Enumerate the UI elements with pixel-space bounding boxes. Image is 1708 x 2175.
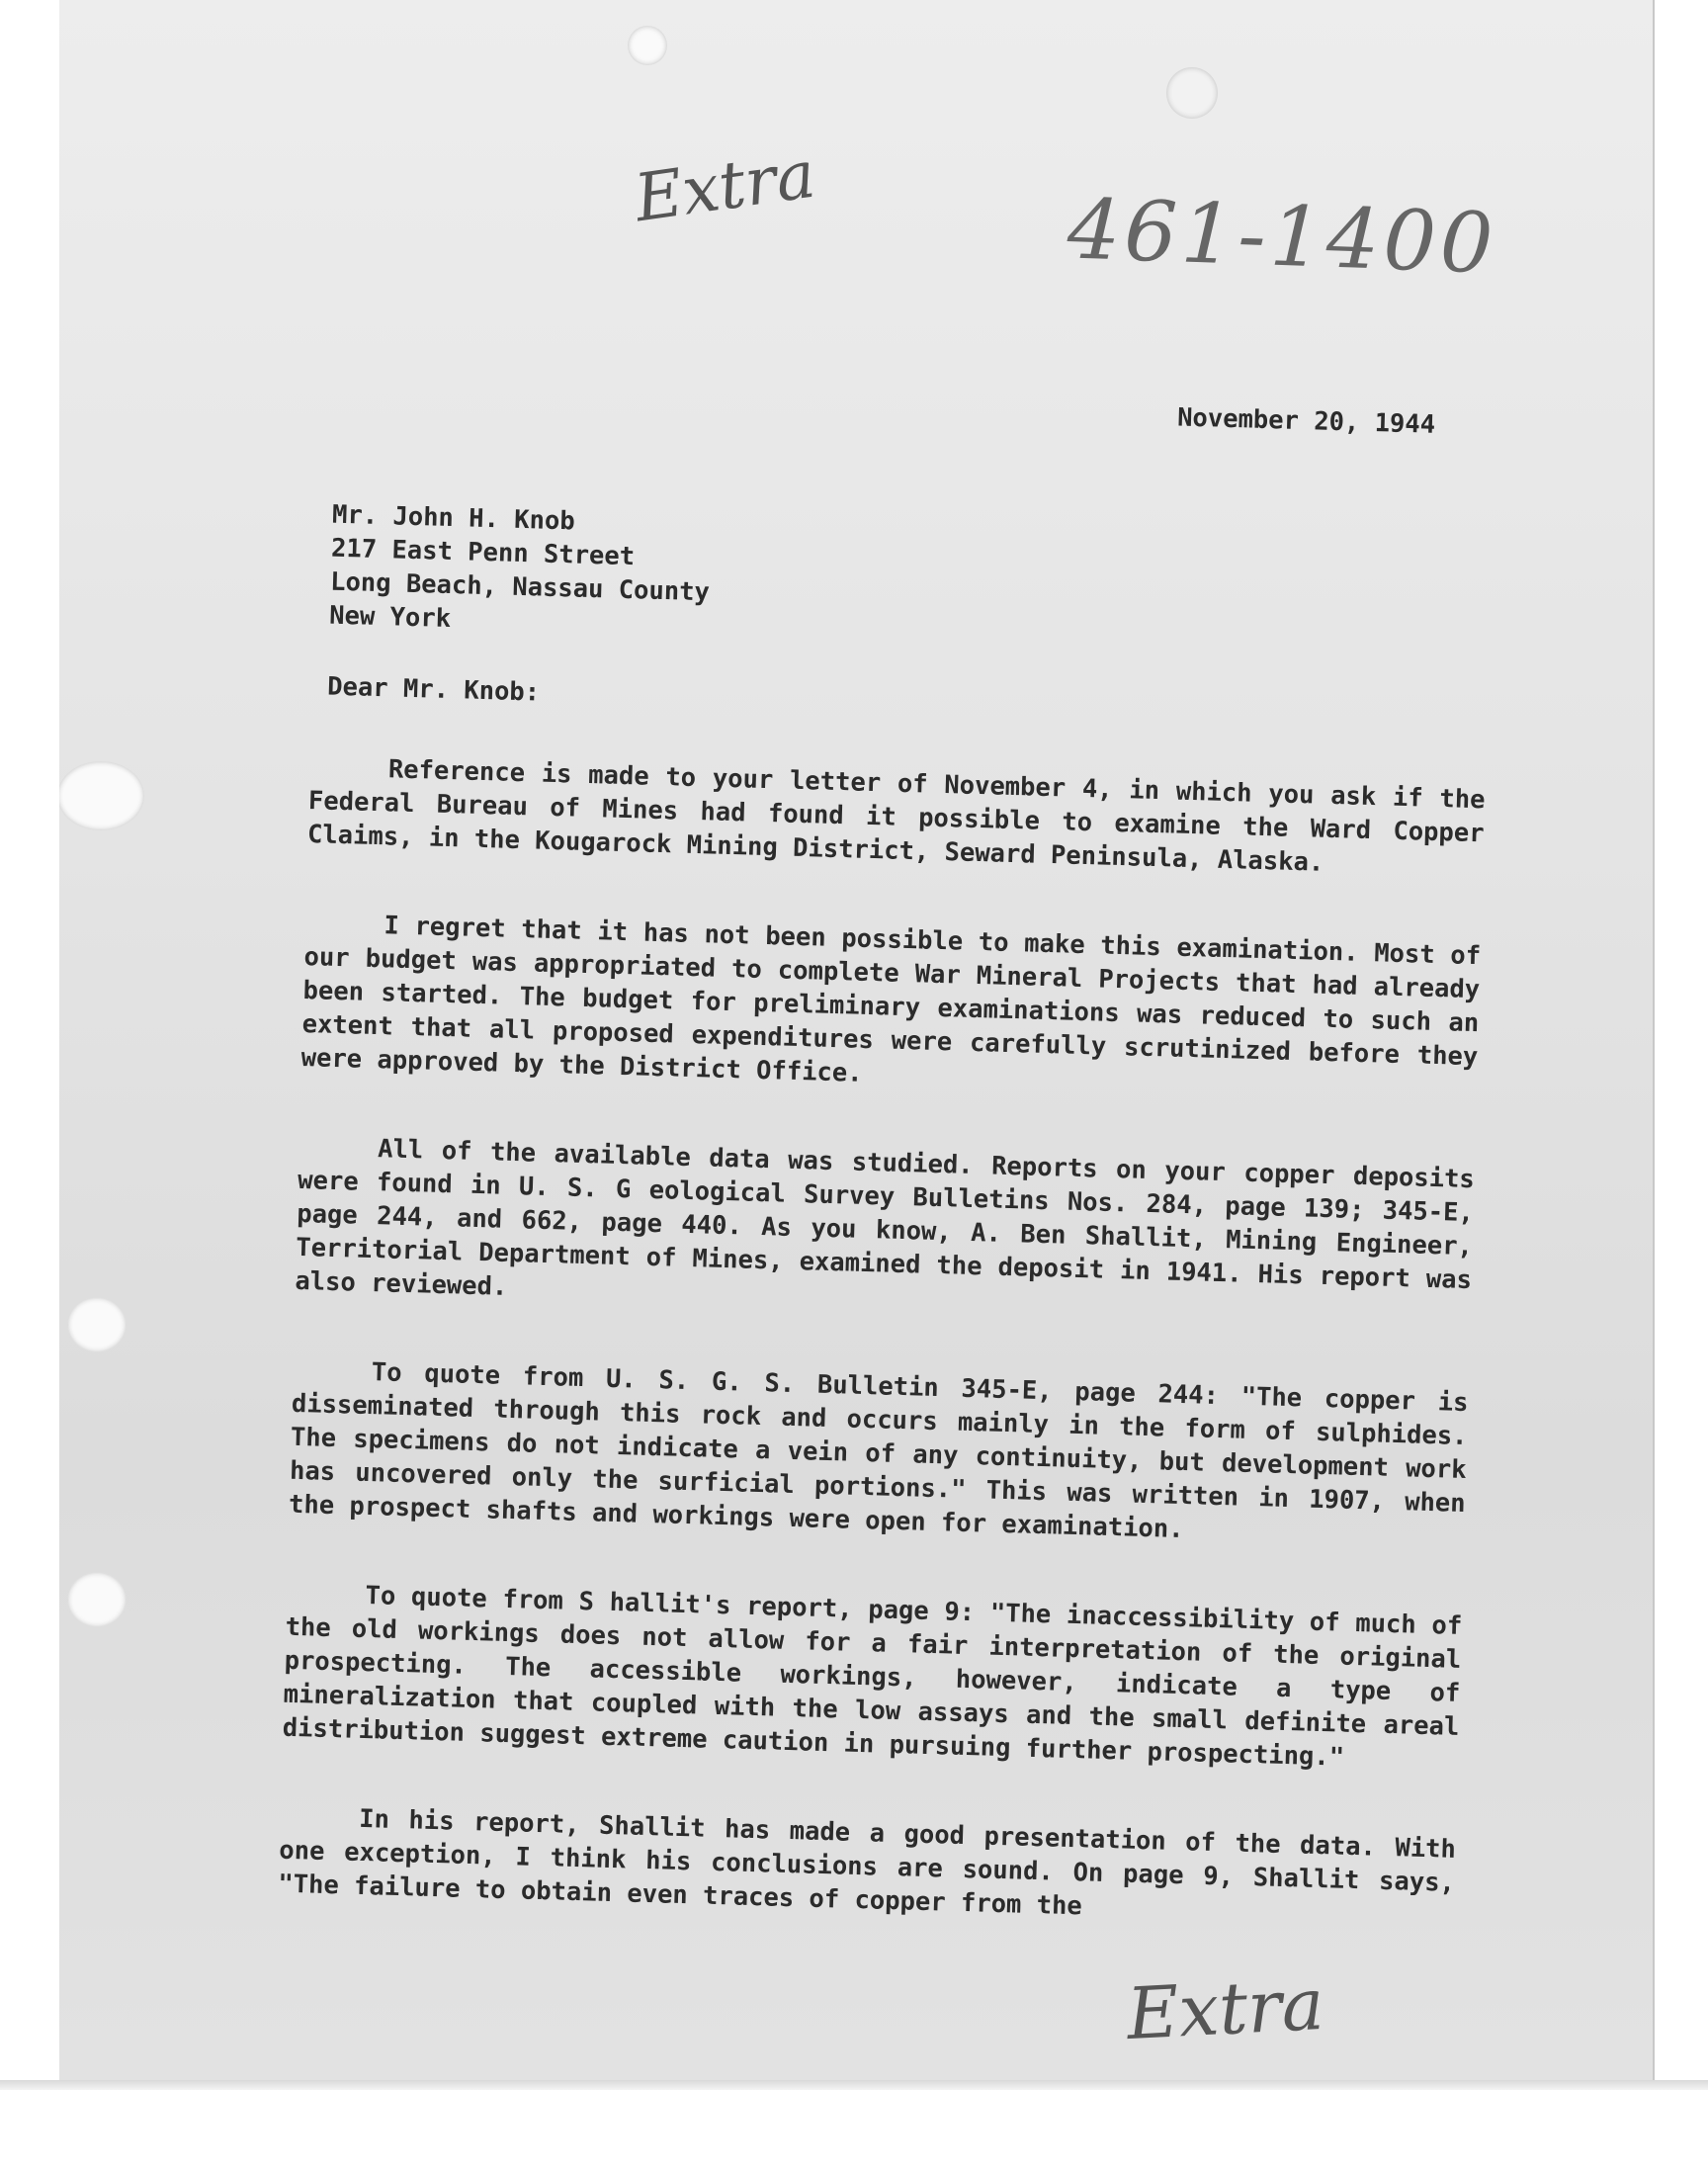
paragraph: I regret that it has not been possible to make this examination. Most of our budget was appropriated to complete War Mineral Projects that had already been started. The budget for preliminary examinations was reduced to such an extent that all proposed expenditures were carefully scrutinized before they were approved by the District Office.	[300, 911, 1482, 1088]
punch-hole	[59, 761, 144, 830]
paragraph: To quote from S hallit's report, page 9: "The inaccessibility of much of the old workings does not allow for a fair interpretation of the original prospecting. The accessible workings, however, indicate a type of mineralization that coupled with the low assays and the small definite areal distribution suggest extreme caution in pursuing further prospecting."	[282, 1580, 1463, 1773]
paragraph: All of the available data was studied. Reports on your copper deposits were found in U. S. G eological Survey Bulletins Nos. 284, page 139; 345-E, page 244, and 662, page 440. As you know, A. Ben Shallit, Mining Engineer, Territorial Department of Mines, examined the deposit in 1941. His report was also reviewed.	[295, 1134, 1476, 1302]
handwritten-extra-top: Extra	[630, 135, 820, 237]
handwritten-extra-bottom: Extra	[1124, 1961, 1326, 2056]
punch-hole	[1166, 67, 1218, 119]
page-edge	[0, 2080, 1708, 2090]
paragraph: To quote from U. S. G. S. Bulletin 345-E, page 244: "The copper is disseminated through this rock and occurs mainly in the form of sulphides. The specimens do not indicate a vein of any continuity, but development work has uncovered only the surficial portions." This was written in 1907, when the prospect shafts and workings were open for examination.	[288, 1357, 1469, 1545]
address-line: Long Beach, Nassau County	[329, 566, 711, 608]
letter-date: November 20, 1944	[1176, 402, 1436, 440]
handwritten-file-number: 461-1400	[1066, 180, 1499, 293]
salutation: Dear Mr. Knob:	[326, 671, 541, 708]
letter-body	[277, 376, 1590, 1922]
address-line: Mr. John H. Knob	[331, 499, 576, 537]
punch-hole	[67, 1297, 127, 1352]
paragraph: Reference is made to your letter of November 4, in which you ask if the Federal Bureau of Mines had found it possible to examine the Ward Copper Claims, in the Kougarock Mining District, Seward Peninsula, Alaska.	[306, 754, 1486, 878]
letter-paragraphs	[278, 750, 1486, 1934]
address-line: 217 East Penn Street	[330, 533, 636, 572]
punch-hole	[67, 1572, 127, 1627]
address-line: New York	[328, 600, 452, 635]
punch-hole	[628, 26, 667, 65]
paragraph: In his report, Shallit has made a good presentation of the data. With one exception, I think his conclusions are sound. On page 9, Shallit says, "The failure to obtain even traces of copper from the	[277, 1803, 1457, 1922]
recipient-address	[329, 498, 712, 644]
letter-page	[59, 0, 1655, 2080]
